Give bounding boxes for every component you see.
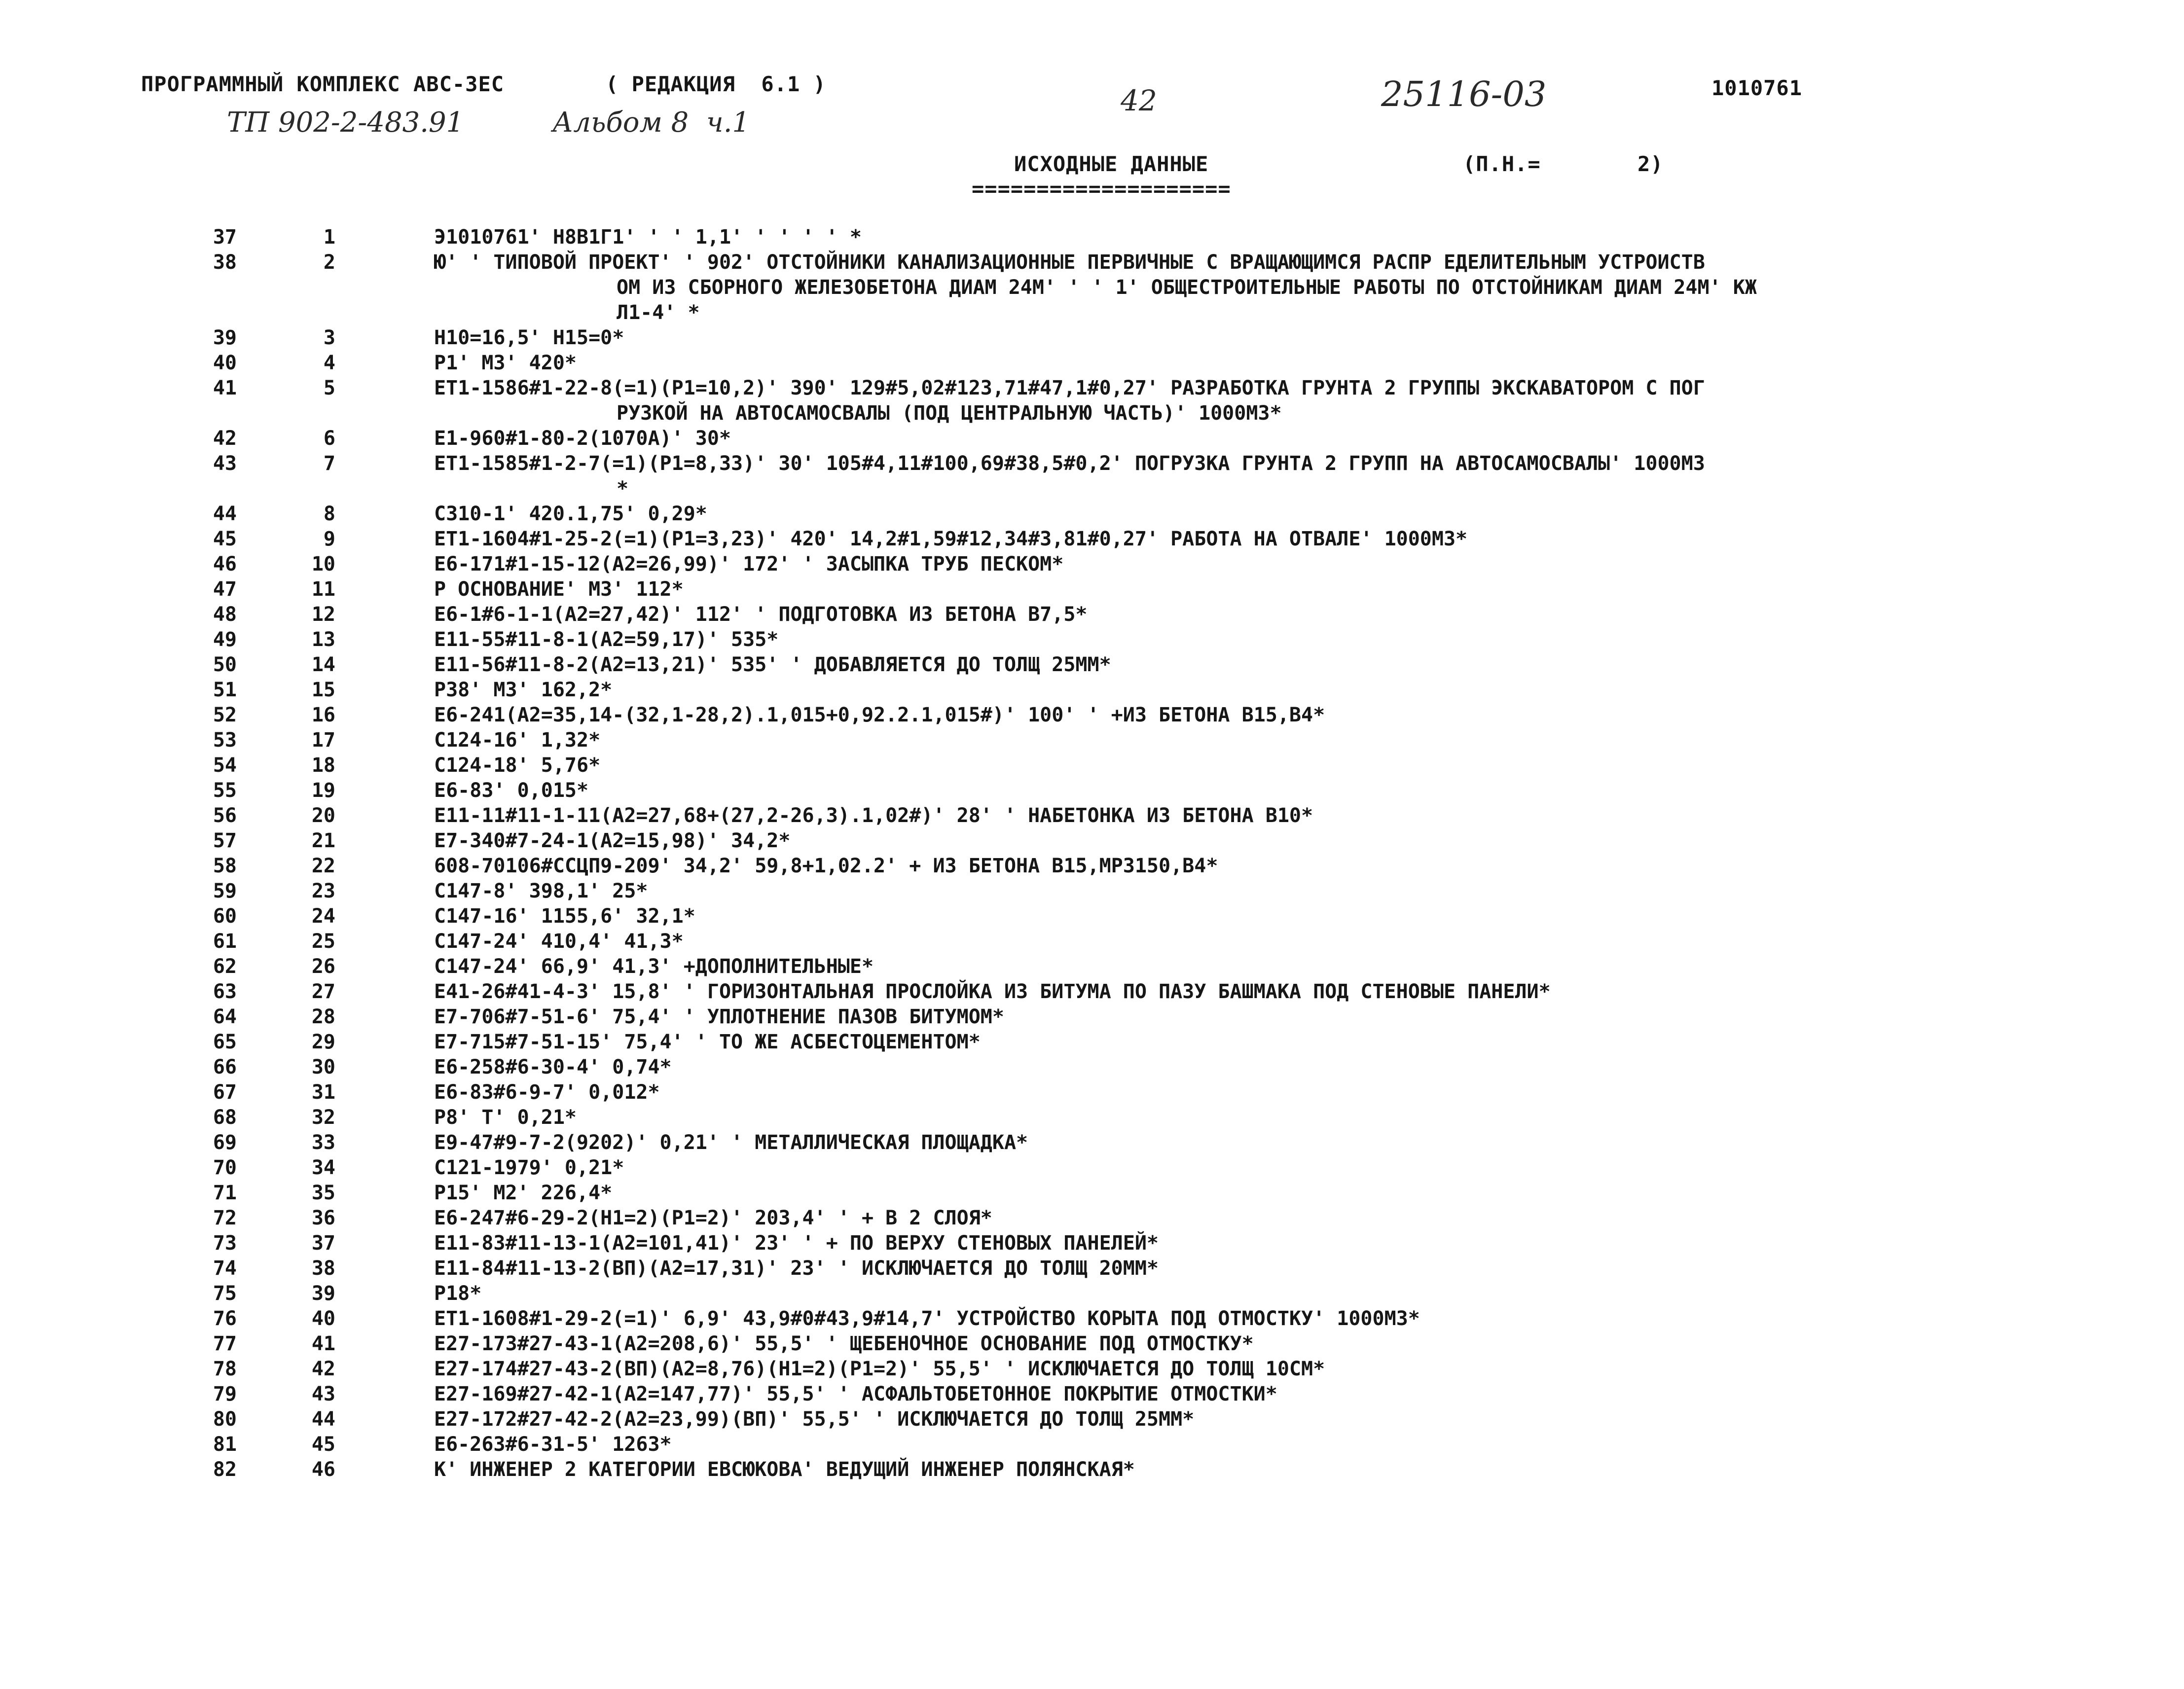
row-number: 70: [213, 1156, 237, 1179]
record-text: С121-1979' 0,21*: [434, 1156, 624, 1179]
record-number: 10: [311, 553, 335, 575]
record-text: Р1' М3' 420*: [434, 352, 577, 374]
record-number: 9: [323, 528, 335, 550]
record-text: Р ОСНОВАНИЕ' М3' 112*: [434, 578, 684, 601]
table-row: [0, 1080, 2184, 1105]
table-row: [0, 652, 2184, 678]
record-text: ЕТ1-1586#1-22-8(=1)(Р1=10,2)' 390' 129#5,02#123,71#47,1#0,27' РАЗРАБОТКА ГРУНТА 2 ГРУППЫ ЭКСКАВАТОРОМ С ПОГ: [434, 377, 1705, 399]
table-row: [0, 703, 2184, 728]
table-row: [0, 879, 2184, 904]
table-row: [0, 1407, 2184, 1432]
row-number: 77: [213, 1332, 237, 1355]
pn-label: (П.Н.=: [1463, 152, 1541, 176]
table-row: [0, 1306, 2184, 1331]
record-text: С310-1' 420.1,75' 0,29*: [434, 503, 707, 525]
table-row: [0, 1030, 2184, 1055]
record-number: 22: [311, 855, 335, 877]
record-number: 20: [311, 804, 335, 827]
row-number: 53: [213, 729, 237, 752]
record-text: Р38' М3' 162,2*: [434, 679, 613, 701]
handwritten-album: Альбом 8 ч.1: [552, 107, 750, 139]
row-number: 46: [213, 553, 237, 575]
table-row: [0, 904, 2184, 929]
table-row: [0, 351, 2184, 376]
record-number: 45: [311, 1433, 335, 1456]
row-number: 67: [213, 1081, 237, 1104]
row-number: 48: [213, 603, 237, 626]
row-number: 72: [213, 1207, 237, 1229]
record-text: С147-24' 66,9' 41,3' +ДОПОЛНИТЕЛЬНЫЕ*: [434, 955, 874, 978]
record-text: Е9-47#9-7-2(9202)' 0,21' ' МЕТАЛЛИЧЕСКАЯ ПЛОЩАДКА*: [434, 1131, 1028, 1154]
table-row: [0, 1005, 2184, 1030]
record-text: Е11-55#11-8-1(А2=59,17)' 535*: [434, 628, 779, 651]
record-number: 8: [323, 503, 335, 525]
record-text: Е11-56#11-8-2(А2=13,21)' 535' ' ДОБАВЛЯЕТСЯ ДО ТОЛЩ 25ММ*: [434, 653, 1111, 676]
table-row: [0, 1105, 2184, 1130]
record-number: 37: [311, 1232, 335, 1255]
record-text: Е6-1#6-1-1(А2=27,42)' 112' ' ПОДГОТОВКА ИЗ БЕТОНА В7,5*: [434, 603, 1088, 626]
record-number: 30: [311, 1056, 335, 1078]
row-number: 59: [213, 880, 237, 902]
row-number: 78: [213, 1358, 237, 1380]
row-number: 49: [213, 628, 237, 651]
table-row: [0, 1055, 2184, 1080]
handwritten-project: ТП 902-2-483.91: [227, 107, 464, 139]
record-number: 26: [311, 955, 335, 978]
record-number: 19: [311, 779, 335, 802]
record-text: К' ИНЖЕНЕР 2 КАТЕГОРИИ ЕВСЮКОВА' ВЕДУЩИЙ ИНЖЕНЕР ПОЛЯНСКАЯ*: [434, 1458, 1135, 1481]
table-row: [0, 376, 2184, 426]
record-text: Е41-26#41-4-3' 15,8' ' ГОРИЗОНТАЛЬНАЯ ПРОСЛОЙКА ИЗ БИТУМА ПО ПАЗУ БАШМАКА ПОД СТЕНОВЫЕ ПАНЕЛИ*: [434, 980, 1551, 1003]
record-number: 28: [311, 1006, 335, 1028]
section-title: ИСХОДНЫЕ ДАННЫЕ: [1014, 152, 1209, 176]
row-number: 82: [213, 1458, 237, 1481]
record-text: Е7-715#7-51-15' 75,4' ' ТО ЖЕ АСБЕСТОЦЕМЕНТОМ*: [434, 1031, 981, 1053]
row-number: 47: [213, 578, 237, 601]
record-text: Е11-83#11-13-1(А2=101,41)' 23' ' + ПО ВЕРХУ СТЕНОВЫХ ПАНЕЛЕЙ*: [434, 1232, 1159, 1255]
row-number: 58: [213, 855, 237, 877]
record-text: Е27-169#27-42-1(А2=147,77)' 55,5' ' АСФАЛЬТОБЕТОННОЕ ПОКРЫТИЕ ОТМОСТКИ*: [434, 1383, 1277, 1405]
table-row: [0, 929, 2184, 954]
section-underline: ====================: [972, 177, 1231, 201]
doc-code: 25116-03: [1381, 74, 1547, 114]
record-text: Е27-172#27-42-2(А2=23,99)(ВП)' 55,5' ' ИСКЛЮЧАЕТСЯ ДО ТОЛЩ 25ММ*: [434, 1408, 1195, 1431]
row-number: 69: [213, 1131, 237, 1154]
table-row: [0, 678, 2184, 703]
row-number: 63: [213, 980, 237, 1003]
record-text: ЕТ1-1608#1-29-2(=1)' 6,9' 43,9#0#43,9#14,7' УСТРОЙСТВО КОРЫТА ПОД ОТМОСТКУ' 1000М3*: [434, 1307, 1420, 1330]
row-number: 52: [213, 704, 237, 726]
table-row: [0, 979, 2184, 1005]
row-number: 43: [213, 452, 237, 475]
table-row: [0, 753, 2184, 778]
record-text: Е7-706#7-51-6' 75,4' ' УПЛОТНЕНИЕ ПАЗОВ БИТУМОМ*: [434, 1006, 1004, 1028]
table-row: [0, 527, 2184, 552]
table-row: [0, 451, 2184, 502]
table-row: [0, 1231, 2184, 1256]
record-text: Е27-174#27-43-2(ВП)(А2=8,76)(Н1=2)(Р1=2)' 55,5' ' ИСКЛЮЧАЕТСЯ ДО ТОЛЩ 10СМ*: [434, 1358, 1325, 1380]
record-text: Е6-171#1-15-12(А2=26,99)' 172' ' ЗАСЫПКА ТРУБ ПЕСКОМ*: [434, 553, 1064, 575]
record-number: 11: [311, 578, 335, 601]
row-number: 65: [213, 1031, 237, 1053]
record-number: 1: [323, 226, 335, 249]
table-row: [0, 1432, 2184, 1457]
record-number: 41: [311, 1332, 335, 1355]
record-text: Е11-11#11-1-11(А2=27,68+(27,2-26,3).1,02#)' 28' ' НАБЕТОНКА ИЗ БЕТОНА В10*: [434, 804, 1313, 827]
table-row: [0, 1155, 2184, 1181]
record-text: Е11-84#11-13-2(ВП)(А2=17,31)' 23' ' ИСКЛЮЧАЕТСЯ ДО ТОЛЩ 20ММ*: [434, 1257, 1159, 1280]
record-text: Е6-258#6-30-4' 0,74*: [434, 1056, 672, 1078]
record-text: Е6-83#6-9-7' 0,012*: [434, 1081, 660, 1104]
record-text-continuation: *: [617, 477, 629, 500]
table-row: [0, 627, 2184, 652]
row-number: 44: [213, 503, 237, 525]
table-row: [0, 728, 2184, 753]
row-number: 76: [213, 1307, 237, 1330]
record-number: 29: [311, 1031, 335, 1053]
program-name: ПРОГРАММНЫЙ КОМПЛЕКС АВС-3ЕС: [141, 72, 505, 96]
table-row: [0, 1331, 2184, 1357]
row-number: 64: [213, 1006, 237, 1028]
table-row: [0, 1357, 2184, 1382]
row-number: 80: [213, 1408, 237, 1431]
table-row: [0, 954, 2184, 979]
record-number: 25: [311, 930, 335, 953]
row-number: 50: [213, 653, 237, 676]
record-text-continuation: Л1-4' *: [617, 301, 700, 324]
record-number: 31: [311, 1081, 335, 1104]
edition-label: ( РЕДАКЦИЯ 6.1 ): [606, 72, 826, 96]
record-number: 2: [323, 251, 335, 274]
record-text: Е6-83' 0,015*: [434, 779, 589, 802]
record-number: 34: [311, 1156, 335, 1179]
record-text-continuation: ОМ ИЗ СБОРНОГО ЖЕЛЕЗОБЕТОНА ДИАМ 24М' ' ' 1' ОБЩЕСТРОИТЕЛЬНЫЕ РАБОТЫ ПО ОТСТОЙНИКАМ ДИАМ 24М' КЖ: [617, 276, 1757, 299]
table-row: [0, 552, 2184, 577]
record-text: Р15' М2' 226,4*: [434, 1182, 613, 1204]
record-text: С147-24' 410,4' 41,3*: [434, 930, 684, 953]
record-text: Е6-263#6-31-5' 1263*: [434, 1433, 672, 1456]
table-row: [0, 577, 2184, 602]
record-number: 6: [323, 427, 335, 450]
row-number: 54: [213, 754, 237, 777]
table-row: [0, 854, 2184, 879]
record-text: ЕТ1-1585#1-2-7(=1)(Р1=8,33)' 30' 105#4,11#100,69#38,5#0,2' ПОГРУЗКА ГРУНТА 2 ГРУПП НА АВТОСАМОСВАЛЫ' 1000М3: [434, 452, 1705, 475]
row-number: 79: [213, 1383, 237, 1405]
record-number: 23: [311, 880, 335, 902]
record-number: 36: [311, 1207, 335, 1229]
record-number: 43: [311, 1383, 335, 1405]
row-number: 41: [213, 377, 237, 399]
record-text: Р18*: [434, 1282, 482, 1305]
record-text-continuation: РУЗКОЙ НА АВТОСАМОСВАЛЫ (ПОД ЦЕНТРАЛЬНУЮ ЧАСТЬ)' 1000М3*: [617, 402, 1282, 425]
record-number: 3: [323, 326, 335, 349]
row-number: 73: [213, 1232, 237, 1255]
record-number: 14: [311, 653, 335, 676]
table-row: [0, 225, 2184, 250]
table-row: [0, 1206, 2184, 1231]
record-number: 21: [311, 829, 335, 852]
row-number: 56: [213, 804, 237, 827]
record-number: 18: [311, 754, 335, 777]
record-number: 15: [311, 679, 335, 701]
record-number: 46: [311, 1458, 335, 1481]
pn-value: 2): [1638, 152, 1664, 176]
record-number: 33: [311, 1131, 335, 1154]
record-text: С124-16' 1,32*: [434, 729, 601, 752]
doc-id: 1010761: [1711, 76, 1803, 100]
record-number: 42: [311, 1358, 335, 1380]
record-text: ЕТ1-1604#1-25-2(=1)(Р1=3,23)' 420' 14,2#1,59#12,34#3,81#0,27' РАБОТА НА ОТВАЛЕ' 1000М3*: [434, 528, 1468, 550]
table-row: [0, 325, 2184, 351]
record-text: С147-8' 398,1' 25*: [434, 880, 648, 902]
record-number: 44: [311, 1408, 335, 1431]
table-row: [0, 250, 2184, 325]
table-row: [0, 502, 2184, 527]
record-text: С147-16' 1155,6' 32,1*: [434, 905, 695, 928]
record-number: 27: [311, 980, 335, 1003]
data-table: [0, 225, 2184, 1482]
record-text: 608-70106#ССЦП9-209' 34,2' 59,8+1,02.2' + ИЗ БЕТОНА В15,МРЗ150,В4*: [434, 855, 1218, 877]
table-row: [0, 1256, 2184, 1281]
row-number: 39: [213, 326, 237, 349]
record-number: 17: [311, 729, 335, 752]
record-number: 5: [323, 377, 335, 399]
table-row: [0, 1382, 2184, 1407]
row-number: 71: [213, 1182, 237, 1204]
row-number: 81: [213, 1433, 237, 1456]
record-text: Е1-960#1-80-2(1070А)' 30*: [434, 427, 731, 450]
table-row: [0, 778, 2184, 803]
row-number: 66: [213, 1056, 237, 1078]
record-number: 16: [311, 704, 335, 726]
row-number: 38: [213, 251, 237, 274]
record-number: 12: [311, 603, 335, 626]
row-number: 75: [213, 1282, 237, 1305]
table-row: [0, 426, 2184, 451]
page-number: 42: [1121, 84, 1157, 117]
row-number: 45: [213, 528, 237, 550]
row-number: 68: [213, 1106, 237, 1129]
row-number: 61: [213, 930, 237, 953]
table-row: [0, 1130, 2184, 1155]
table-row: [0, 1457, 2184, 1482]
table-row: [0, 602, 2184, 627]
row-number: 62: [213, 955, 237, 978]
record-number: 38: [311, 1257, 335, 1280]
row-number: 40: [213, 352, 237, 374]
record-text: Е6-247#6-29-2(Н1=2)(Р1=2)' 203,4' ' + В 2 СЛОЯ*: [434, 1207, 992, 1229]
record-number: 39: [311, 1282, 335, 1305]
table-row: [0, 803, 2184, 828]
row-number: 74: [213, 1257, 237, 1280]
record-text: Э1010761' Н8В1Г1' ' ' 1,1' ' ' ' ' *: [434, 226, 862, 249]
record-number: 32: [311, 1106, 335, 1129]
record-text: Е7-340#7-24-1(А2=15,98)' 34,2*: [434, 829, 791, 852]
record-text: С124-18' 5,76*: [434, 754, 601, 777]
row-number: 37: [213, 226, 237, 249]
record-number: 40: [311, 1307, 335, 1330]
record-text: Р8' Т' 0,21*: [434, 1106, 577, 1129]
table-row: [0, 1281, 2184, 1306]
record-number: 35: [311, 1182, 335, 1204]
table-row: [0, 828, 2184, 854]
table-row: [0, 1181, 2184, 1206]
row-number: 42: [213, 427, 237, 450]
record-text: Е6-241(А2=35,14-(32,1-28,2).1,015+0,92.2.1,015#)' 100' ' +ИЗ БЕТОНА В15,В4*: [434, 704, 1325, 726]
row-number: 55: [213, 779, 237, 802]
record-text: Е27-173#27-43-1(А2=208,6)' 55,5' ' ЩЕБЕНОЧНОЕ ОСНОВАНИЕ ПОД ОТМОСТКУ*: [434, 1332, 1254, 1355]
record-text: Н10=16,5' Н15=0*: [434, 326, 624, 349]
row-number: 60: [213, 905, 237, 928]
row-number: 51: [213, 679, 237, 701]
record-number: 24: [311, 905, 335, 928]
record-number: 7: [323, 452, 335, 475]
record-number: 13: [311, 628, 335, 651]
row-number: 57: [213, 829, 237, 852]
record-number: 4: [323, 352, 335, 374]
record-text: Ю' ' ТИПОВОЙ ПРОЕКТ' ' 902' ОТСТОЙНИКИ КАНАЛИЗАЦИОННЫЕ ПЕРВИЧНЫЕ С ВРАЩАЮЩИМСЯ РАСПР ЕДЕЛИТЕЛЬНЫМ УСТРОИСТВ: [434, 251, 1705, 274]
